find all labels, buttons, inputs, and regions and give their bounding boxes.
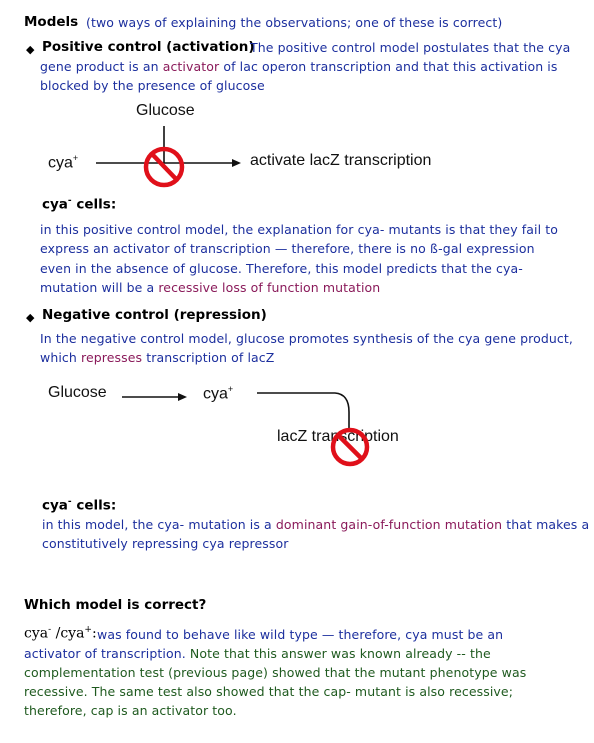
which-line5: therefore, cap is an activator too. — [24, 703, 237, 718]
synthesis-arrowhead — [178, 393, 187, 401]
positive-title: Positive control (activation) — [42, 39, 255, 55]
glucose-label: Glucose — [48, 384, 107, 401]
positive-cells-line4: mutation will be a recessive loss of function mutation — [40, 280, 381, 295]
positive-cells-line2: express an activator of transcription — therefore, there is no ß-gal expression — [40, 241, 535, 256]
which-line3: complementation test (previous page) showed that the mutant phenotype was — [24, 665, 527, 680]
positive-cells-label: cya- cells: — [42, 196, 117, 213]
positive-line1: The positive control model postulates that the cya — [250, 40, 571, 55]
negative-line1: In the negative control model, glucose promotes synthesis of the cya gene product, — [40, 331, 573, 346]
positive-cells-line1: in this positive control model, the explanation for cya- mutants is that they fail to — [40, 222, 559, 237]
positive-line2: gene product is an activator of lac operon transcription and that this activation is — [40, 59, 558, 74]
which-heading: Which model is correct? — [24, 597, 207, 613]
cya-plus-label: cya+ — [48, 153, 79, 172]
models-note: (two ways of explaining the observations; one of these is correct) — [86, 15, 503, 30]
lacz-transcription-label: lacZ transcription — [277, 428, 399, 445]
positive-line3: blocked by the presence of glucose — [40, 78, 265, 93]
negative-cells-line2: constitutively repressing cya repressor — [42, 536, 289, 551]
models-heading: Models — [24, 14, 79, 30]
negative-title: Negative control (repression) — [42, 307, 267, 323]
negative-cells-line1: in this model, the cya- mutation is a dominant gain-of-function mutation that makes a — [42, 517, 590, 532]
glucose-label: Glucose — [136, 102, 195, 119]
bullet-icon: ◆ — [26, 311, 35, 324]
which-line2: activator of transcription. Note that this answer was known already -- the — [24, 646, 491, 661]
repression-line — [257, 393, 349, 432]
negative-cells-label: cya- cells: — [42, 497, 117, 514]
genotype-label: cya- /cya+: — [24, 625, 97, 642]
cya-plus-label: cya+ — [203, 384, 234, 403]
which-line1: was found to behave like wild type — therefore, cya must be an — [97, 627, 504, 642]
which-line4: recessive. The same test also showed that the cap- mutant is also recessive; — [24, 684, 514, 699]
prohibited-icon — [333, 430, 367, 464]
bullet-icon: ◆ — [26, 43, 35, 56]
negative-line2: which represses transcription of lacZ — [40, 350, 275, 365]
activate-lacz-label: activate lacZ transcription — [250, 152, 432, 169]
positive-cells-line3: even in the absence of glucose. Therefore, this model predicts that the cya- — [40, 261, 523, 276]
